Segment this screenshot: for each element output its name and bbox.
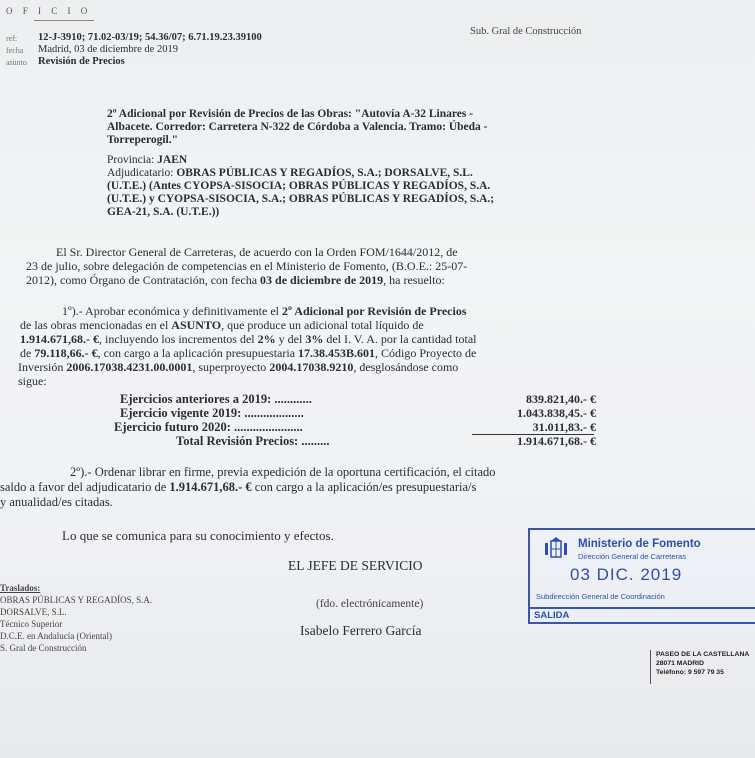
breakdown-value-1: 1.043.838,45.- €	[517, 406, 596, 420]
stamp-exit-label: SALIDA	[534, 610, 570, 621]
stamp-date: 03 DIC. 2019	[570, 565, 683, 584]
stamp-ministry: Ministerio de Fomento	[578, 538, 701, 550]
point1-line-2: de las obras mencionadas en el ASUNTO, que produce un adicional total líquido de	[20, 318, 424, 332]
recipient-item: D.C.E. en Andalucía (Oriental)	[0, 631, 112, 641]
title-line-1: 2º Adicional por Revisión de Precios de las Obras: "Autovía A-32 Linares -	[107, 108, 474, 120]
breakdown-label-total: Total Revisión Precios: .........	[176, 434, 330, 448]
adjudicatario-line-1: Adjudicatario: OBRAS PÚBLICAS Y REGADÍOS, S.A.; DORSALVE, S.L.	[107, 167, 473, 179]
document-date: Madrid, 03 de diciembre de 2019	[38, 44, 178, 55]
stamp-subdirectorate: Subdirección General de Coordinación	[536, 592, 665, 601]
adjudicatario-line-2: (U.T.E.) (Antes CYOPSA-SISOCIA; OBRAS PÚBLICAS Y REGADÍOS, S.A.	[107, 180, 491, 192]
point2-line-1: 2º).- Ordenar librar en firme, previa expedición de la oportuna certificación, el citado	[70, 465, 496, 479]
point1-line-4: de 79.118,66.- €, con cargo a la aplicación presupuestaria 17.38.453B.601, Código Proyecto de	[20, 346, 477, 360]
registry-stamp	[528, 528, 755, 624]
recipient-item: DORSALVE, S.L.	[0, 607, 67, 617]
point2-line-2: saldo a favor del adjudicatario de 1.914.671,68.- € con cargo a la aplicación/es presupuestaria/s	[0, 480, 477, 494]
point1-line-1: 1º).- Aprobar económica y definitivamente el 2º Adicional por Revisión de Precios	[62, 304, 467, 318]
document-subject: Revisión de Precios	[38, 56, 125, 67]
subject-label: asunto	[6, 58, 27, 67]
title-line-3: Torreperogil."	[107, 134, 179, 146]
intro-line-1: El Sr. Director General de Carreteras, de acuerdo con la Orden FOM/1644/2012, de	[56, 245, 458, 259]
header-rule	[34, 20, 94, 21]
stamp-divider	[530, 607, 755, 609]
breakdown-value-0: 839.821,40.- €	[526, 392, 596, 406]
ref-label: ref:	[6, 34, 18, 43]
breakdown-value-2: 31.011,83.- €	[532, 420, 596, 434]
oficio-header: O F I C I O	[6, 6, 92, 16]
coat-of-arms-icon	[542, 537, 570, 561]
date-label: fecha	[6, 46, 24, 55]
adjudicatario-line-4: GEA-21, S.A. (U.T.E.))	[107, 206, 220, 218]
signature-method: (fdo. electrónicamente)	[316, 598, 424, 610]
point1-line-5: Inversión 2006.17038.4231.00.0001, superproyecto 2004.17038.9210, desglosándose como	[18, 360, 459, 374]
intro-line-2: 23 de julio, sobre delegación de competencias en el Ministerio de Fomento, (B.O.E.: 25-07-	[26, 259, 468, 273]
adjudicatario-line-3: (U.T.E.) y CYOPSA-SISOCIA, S.A.; OBRAS PÚBLICAS Y REGADÍOS, S.A.;	[107, 193, 495, 205]
breakdown-label-2: Ejercicio futuro 2020: ......................	[114, 420, 303, 434]
point1-line-6: sigue:	[18, 374, 47, 388]
stamp-directorate: Dirección General de Carreteras	[578, 552, 686, 561]
closing-sentence: Lo que se comunica para su conocimiento y efectos.	[62, 528, 334, 543]
recipient-item: Técnico Superior	[0, 619, 63, 629]
title-line-2: Albacete. Corredor: Carretera N-322 de Córdoba a Valencia. Tramo: Úbeda -	[107, 121, 488, 133]
recipient-item: S. Gral de Construcción	[0, 643, 87, 653]
intro-line-3: 2012), como Órgano de Contratación, con fecha 03 de diciembre de 2019, ha resuelto:	[26, 273, 445, 287]
point1-line-3: 1.914.671,68.- €, incluyendo los incrementos del 2% y del 3% del I. V. A. por la cantidad total	[20, 332, 477, 346]
address-line-3: Teléfono: 9 597 79 35	[656, 669, 724, 676]
point2-line-3: y anualidad/es citadas.	[0, 495, 113, 509]
recipient-item: OBRAS PÚBLICAS Y REGADÍOS, S.A.	[0, 595, 153, 605]
address-line-2: 28071 MADRID	[656, 660, 704, 667]
reference-numbers: 12-J-3910; 71.02-03/19; 54.36/07; 6.71.19.23.39100	[38, 32, 262, 43]
address-line-1: PASEO DE LA CASTELLANA	[656, 651, 750, 658]
address-bar	[650, 650, 651, 684]
breakdown-value-total: 1.914.671,68.- €	[517, 434, 596, 448]
signatory-name: Isabelo Ferrero García	[300, 623, 422, 638]
department-name: Sub. Gral de Construcción	[470, 26, 582, 37]
signature-role: EL JEFE DE SERVICIO	[288, 558, 423, 573]
recipients-title: Traslados:	[0, 583, 41, 593]
breakdown-label-0: Ejercicios anteriores a 2019: ............	[120, 392, 312, 406]
breakdown-label-1: Ejercicio vigente 2019: ...................	[120, 406, 304, 420]
province: Provincia: JAEN	[107, 154, 188, 166]
